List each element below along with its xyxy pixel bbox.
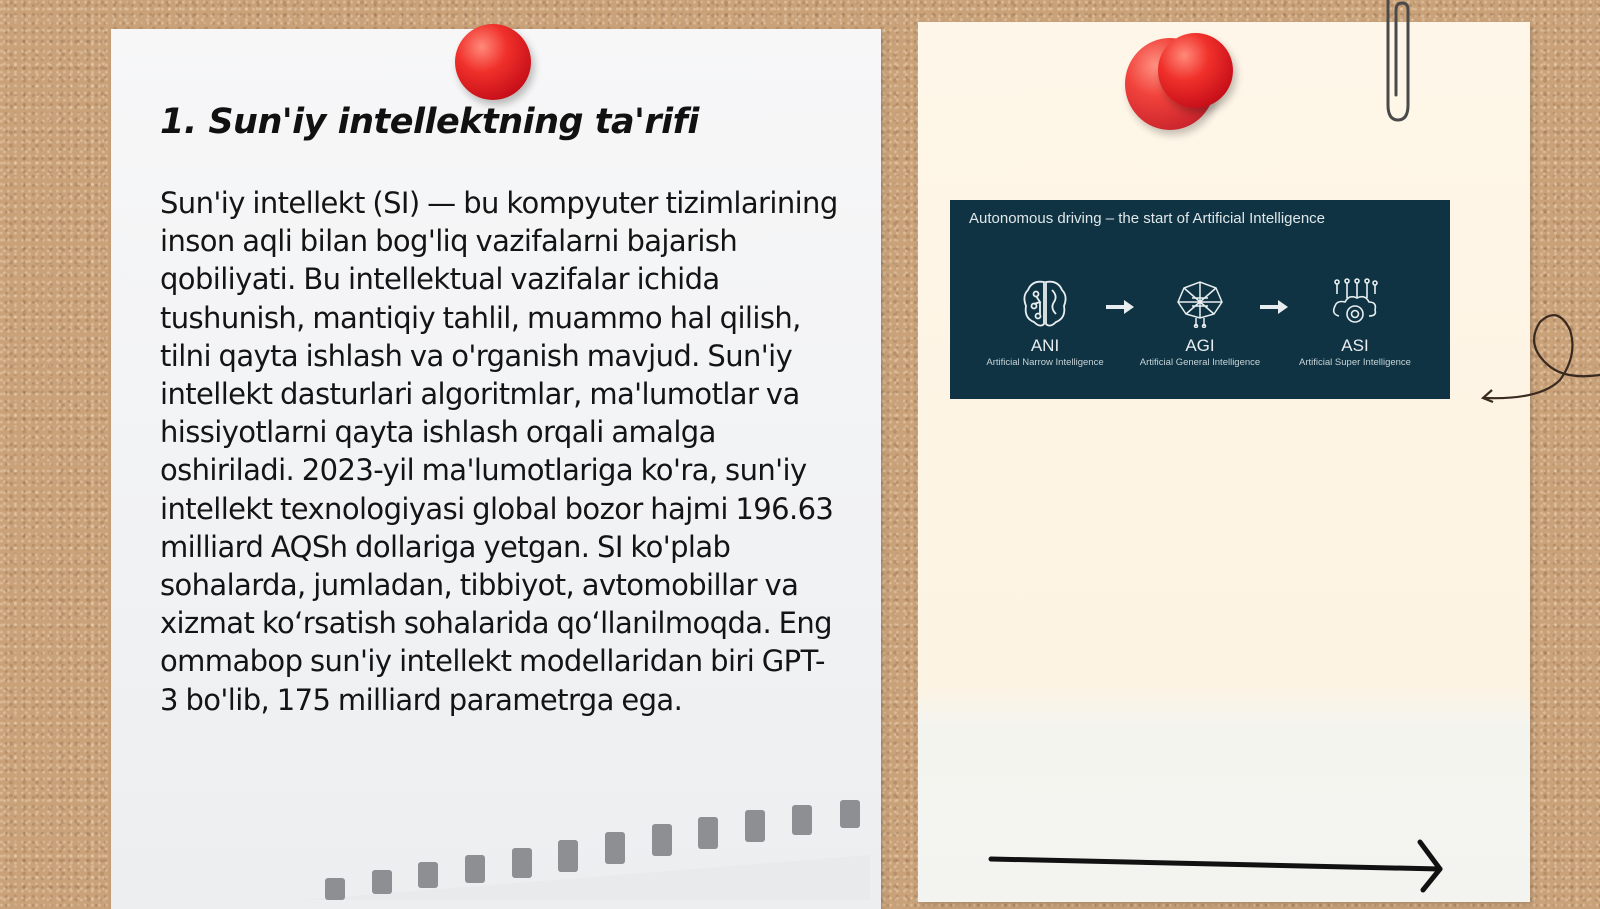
stage-abbr: ASI — [1341, 336, 1369, 355]
definition-paragraph: Sun'iy intellekt (SI) — bu kompyuter tizimlarining inson aqli bilan bog'liq vazifalarni bajarish qobiliyati. Bu intellektual vazifalar ichida tushunish, mantiqiy tahlil, muammo hal qilish, tilni qayta ishlash va o'rganish mavjud. Sun'iy intellekt dasturlari algoritmlar, ma'lumotlar va hissiyotlarni qayta ishlash orqali amalga oshiriladi. 2023-yil ma'lumotlariga ko'ra, sun'iy intellekt texnologiyasi global bozor hajmi 196.63 milliard AQSh dollariga yetgan. SI ko'plab sohalarda, jumladan, tibbiyot, avtomobillar va xizmat ko‘rsatish sohalarida qo‘llanilmoqda. Eng ommabop sun'iy intellekt modellaridan biri GPT-3 bo'lib, 175 milliard parametrga ega. — [160, 186, 838, 717]
scribble-loop-arrow-icon — [1480, 310, 1600, 410]
stage-ani — [970, 278, 1120, 368]
stage-full-name: Artificial Narrow Intelligence — [986, 357, 1104, 368]
paperclip-icon — [1378, 0, 1414, 125]
stage-agi — [1125, 278, 1275, 368]
hand-drawn-arrow-icon — [985, 838, 1450, 893]
stage-abbr: AGI — [1185, 336, 1215, 355]
banner-title: Autonomous driving – the start of Artificial Intelligence — [969, 210, 1326, 227]
red-pushpin-right — [1158, 33, 1233, 108]
torn-spiral-edge — [300, 800, 870, 900]
cloud-gear-icon — [1331, 278, 1379, 328]
stage-full-name: Artificial Super Intelligence — [1299, 357, 1411, 368]
neural-network-brain-icon — [1174, 278, 1226, 328]
right-paper-note — [918, 22, 1530, 902]
red-pushpin-left — [455, 24, 531, 100]
section-title: 1. Sun'iy intellektning ta'rifi — [160, 102, 699, 142]
ai-stages-banner — [950, 200, 1450, 399]
stage-full-name: Artificial General Intelligence — [1139, 357, 1261, 368]
brain-circuit-icon — [1022, 278, 1068, 328]
stage-abbr: ANI — [1030, 336, 1060, 355]
stage-asi — [1280, 278, 1430, 368]
